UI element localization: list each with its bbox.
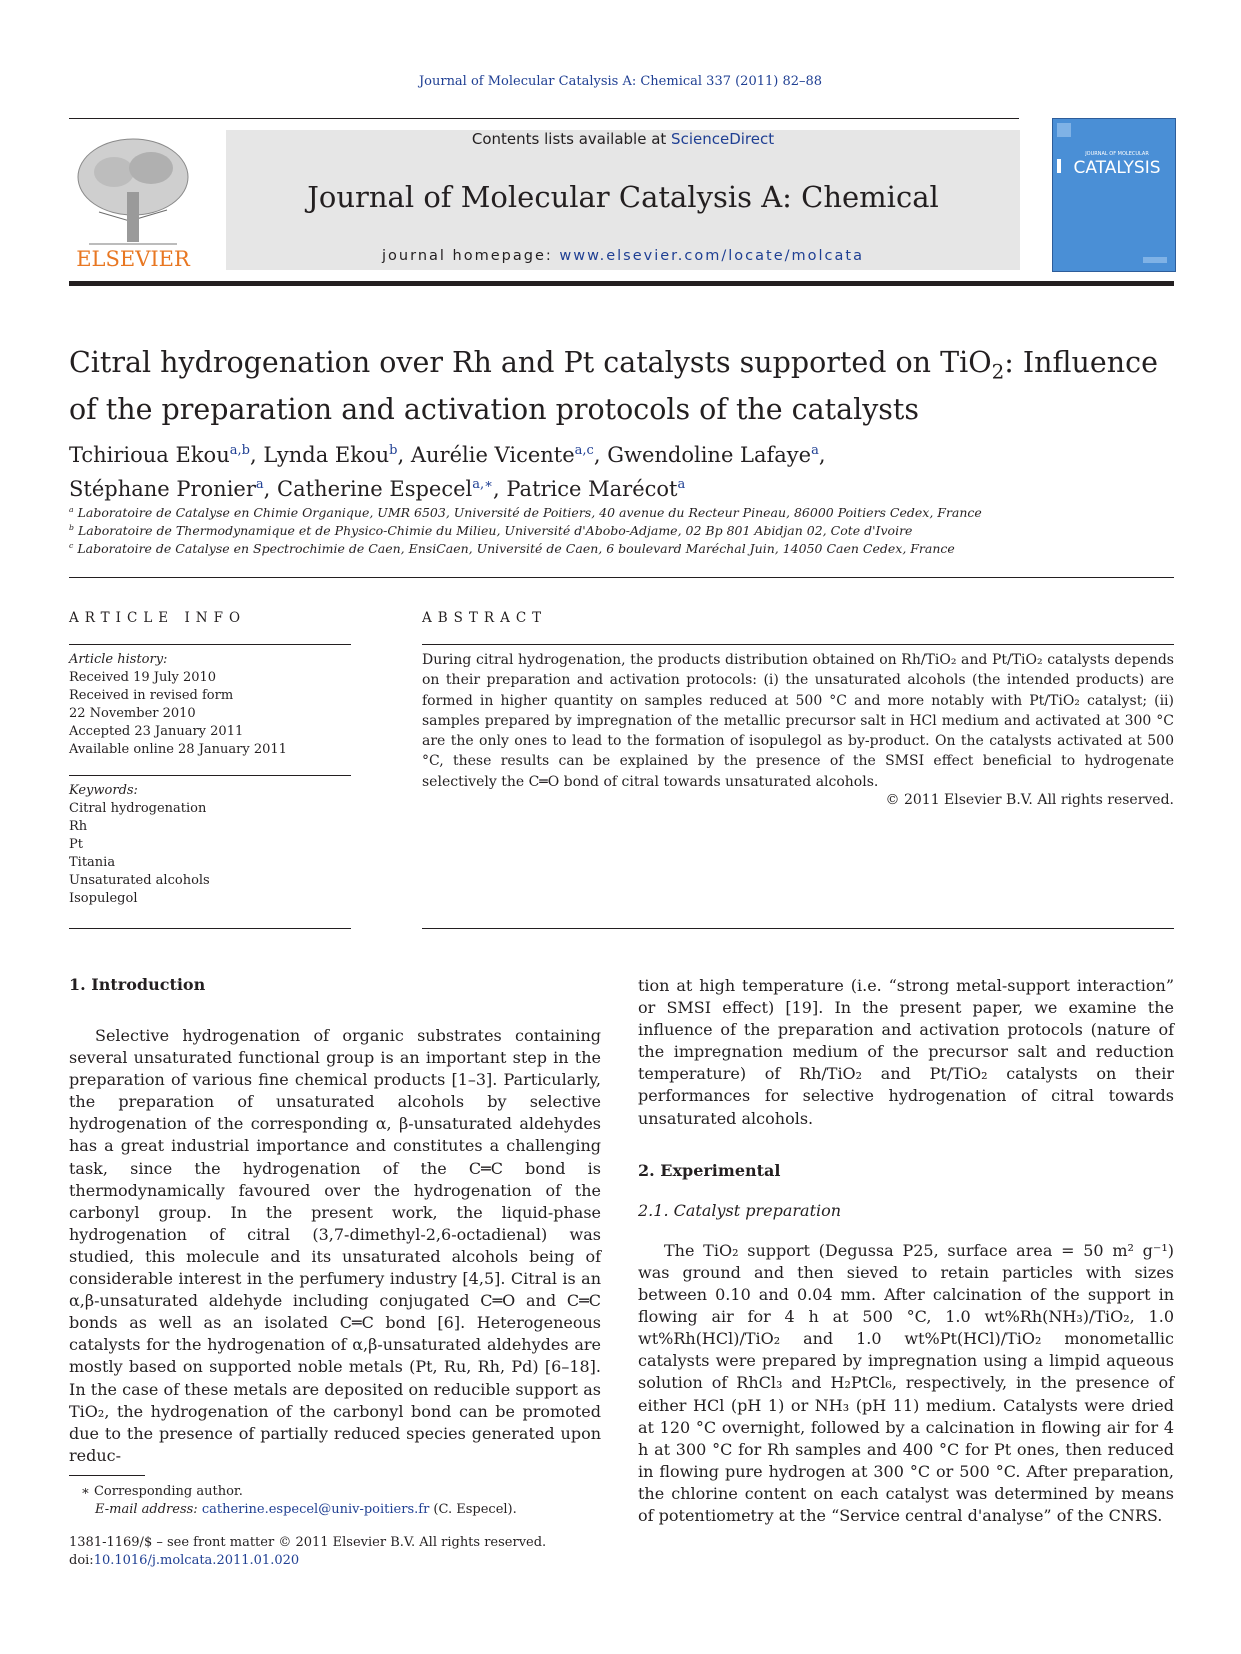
header-thick-rule bbox=[69, 281, 1174, 286]
doi-link[interactable]: 10.1016/j.molcata.2011.01.020 bbox=[93, 1553, 300, 1568]
cover-subtitle: JOURNAL OF MOLECULAR bbox=[1085, 151, 1149, 157]
cover-title: CATALYSIS bbox=[1073, 158, 1161, 178]
footnote-rule bbox=[69, 1475, 145, 1476]
author-name: Gwendoline Lafaye bbox=[607, 443, 812, 467]
homepage-prefix: journal homepage: bbox=[382, 248, 560, 264]
article-info-rule bbox=[69, 644, 351, 645]
history-item: Available online 28 January 2011 bbox=[69, 742, 287, 757]
keyword: Isopulegol bbox=[69, 891, 138, 906]
corresponding-author-footnote bbox=[69, 1483, 609, 1519]
affiliation-mark: a bbox=[69, 505, 74, 514]
title-part2: : Influence of the preparation and activation protocols of the catalysts bbox=[69, 346, 1158, 426]
journal-cover[interactable] bbox=[1052, 118, 1176, 272]
journal-reference[interactable]: Journal of Molecular Catalysis A: Chemical 337 (2011) 82–88 bbox=[418, 74, 823, 89]
header-rule bbox=[69, 118, 1019, 119]
homepage-link[interactable]: www.elsevier.com/locate/molcata bbox=[559, 248, 864, 264]
article-info-rule bbox=[69, 775, 351, 776]
body-column-right bbox=[638, 975, 1174, 1527]
affiliation-text: Laboratoire de Catalyse en Spectrochimie de Caen, EnsiCaen, Université de Caen, 6 boulevard Maréchal Juin, 14050 Caen Cedex, France bbox=[77, 541, 955, 557]
body-column-left bbox=[69, 1025, 601, 1467]
journal-title: Journal of Molecular Catalysis A: Chemical bbox=[307, 180, 939, 214]
subsection-heading-catalyst-preparation: 2.1. Catalyst preparation bbox=[638, 1200, 842, 1220]
title-subscript: 2 bbox=[991, 359, 1005, 384]
elsevier-logo bbox=[69, 132, 197, 272]
section-heading-experimental: 2. Experimental bbox=[638, 1160, 781, 1180]
elsevier-tree-icon bbox=[69, 132, 197, 272]
intro-paragraph: Selective hydrogenation of organic substrates containing several unsaturated functional group is an important step in the preparation of various fine chemical products [1–3]. Particularly, the preparation of unsaturated alcohols by selective hydrogenation of the corresponding α, β-unsaturated aldehydes has a great industrial importance and constitutes a challenging task, since the hydrogenation of the C═C bond is thermodynamically favoured over the hydrogenation of the carbonyl group. In the present work, the liquid-phase hydrogenation of citral (3,7-dimethyl-2,6-octadienal) was studied, this molecule and its unsaturated alcohols being of considerable interest in the perfumery industry [4,5]. Citral is an α,β-unsaturated aldehyde including conjugated C═O and C═C bonds as well as an isolated C═C bond [6]. Heterogeneous catalysts for the hydrogenation of α,β-unsaturated aldehydes are mostly based on supported noble metals (Pt, Ru, Rh, Pd) [6–18]. In the case of these metals are deposited on reducible support as TiO₂, the hydrogenation of the carbonyl bond can be promoted due to the presence of partially reduced species generated upon reduc- bbox=[69, 1026, 601, 1465]
article-history bbox=[69, 651, 349, 759]
author-name: Aurélie Vicente bbox=[410, 443, 575, 467]
affiliation bbox=[69, 523, 1169, 538]
author-list: Tchirioua Ekou$^{a,b}$, Lynda Ekou$^b$, Aurélie Vicente$^{a,c}$, Gwendoline Lafaye$^a$, Stéphane Pronier$^a$, Catherine Especel$^{a,∗}$, Patrice Marécot$^a$ bbox=[69, 443, 826, 501]
section-heading-introduction: 1. Introduction bbox=[69, 975, 206, 994]
homepage-line bbox=[226, 248, 1020, 264]
affiliation-mark: c bbox=[69, 541, 74, 550]
elsevier-wordmark: ELSEVIER bbox=[76, 247, 190, 271]
sciencedirect-link[interactable]: ScienceDirect bbox=[671, 130, 775, 148]
title-part1: Citral hydrogenation over Rh and Pt catalysts supported on TiO bbox=[69, 346, 992, 379]
affiliation-rule bbox=[69, 577, 1174, 578]
abstract-heading: ABSTRACT bbox=[422, 610, 548, 626]
abstract-rule bbox=[422, 928, 1174, 929]
affiliation-text: Laboratoire de Thermodynamique et de Physico-Chimie du Milieu, Université d'Abobo-Adjame, 02 Bp 801 Abidjan 02, Cote d'Ivoire bbox=[77, 523, 913, 539]
journal-cover-image bbox=[1053, 119, 1175, 271]
email-label: E-mail address: bbox=[95, 1502, 202, 1517]
author-affiliation-mark[interactable]: a bbox=[811, 443, 819, 458]
intro-paragraph-continued: tion at high temperature (i.e. “strong metal-support interaction” or SMSI effect) [19]. In the present paper, we examine the influence of the preparation and activation protocols (nature of the impregnation medium of the precursor salt and reduction temperature) of Rh/TiO₂ and Pt/TiO₂ catalysts on their performances for selective hydrogenation of citral towards unsaturated alcohols. bbox=[638, 976, 1174, 1128]
author-affiliation-mark[interactable]: a bbox=[677, 477, 686, 492]
history-item: Accepted 23 January 2011 bbox=[69, 724, 244, 739]
keyword: Unsaturated alcohols bbox=[69, 873, 210, 888]
author-affiliation-mark[interactable]: b bbox=[389, 443, 398, 458]
abstract-text: During citral hydrogenation, the products distribution obtained on Rh/TiO₂ and Pt/TiO₂ catalysts depends on their preparation and activation protocols: (i) the unsaturated alcohols (the intended products) are formed in higher quantity on samples reduced at 500 °C and more notably with Pt/TiO₂ catalyst; (ii) samples prepared by impregnation of the metallic precursor salt in HCl medium and activated at 300 °C are the only ones to lead to the formation of isopulegol as by-product. On the catalysts activated at 500 °C, these results can be explained by the presence of the SMSI effect beneficial to hydrogenate selectively the C═O bond of citral towards unsaturated alcohols. bbox=[422, 652, 1174, 790]
issn-line: 1381-1169/$ – see front matter © 2011 Elsevier B.V. All rights reserved. bbox=[69, 1535, 547, 1550]
author-name: Lynda Ekou bbox=[263, 443, 390, 467]
contents-prefix: Contents lists available at bbox=[471, 130, 672, 148]
article-info-heading: ARTICLE INFO bbox=[69, 610, 247, 626]
abstract-rule bbox=[422, 644, 1174, 645]
keywords bbox=[69, 782, 349, 908]
article-title bbox=[69, 344, 1179, 428]
front-matter bbox=[69, 1534, 669, 1570]
history-item: Received 19 July 2010 bbox=[69, 670, 217, 685]
corresponding-author-note: ∗ Corresponding author. bbox=[81, 1484, 243, 1499]
email-suffix: (C. Especel). bbox=[429, 1502, 517, 1517]
history-item: 22 November 2010 bbox=[69, 706, 196, 721]
abstract-copyright: © 2011 Elsevier B.V. All rights reserved. bbox=[885, 792, 1174, 808]
history-item: Received in revised form bbox=[69, 688, 234, 703]
contents-line bbox=[226, 130, 1020, 148]
affiliation-mark: b bbox=[69, 523, 74, 532]
author-affiliation-mark[interactable]: a,b bbox=[229, 443, 250, 458]
author-affiliation-mark[interactable]: a,c bbox=[574, 443, 594, 458]
keywords-label: Keywords: bbox=[69, 783, 138, 798]
keyword: Pt bbox=[69, 837, 83, 852]
author-name: Stéphane Pronier bbox=[69, 477, 256, 501]
article-info-rule bbox=[69, 928, 351, 929]
history-label: Article history: bbox=[69, 652, 168, 667]
affiliation bbox=[69, 541, 1169, 556]
keyword: Citral hydrogenation bbox=[69, 801, 207, 816]
affiliation-text: Laboratoire de Catalyse en Chimie Organique, UMR 6503, Université de Poitiers, 40 avenue du Recteur Pineau, 86000 Poitiers Cedex, France bbox=[77, 505, 982, 521]
experimental-paragraph: The TiO₂ support (Degussa P25, surface area = 50 m² g⁻¹) was ground and then sieved to retain particles with sizes between 0.10 and 0.04 mm. After calcination of the support in flowing air for 4 h at 500 °C, 1.0 wt%Rh(NH₃)/TiO₂, 1.0 wt%Rh(HCl)/TiO₂ and 1.0 wt%Pt(HCl)/TiO₂ monometallic catalysts were prepared by impregnation using a limpid aqueous solution of RhCl₃ and H₂PtCl₆, respectively, in the presence of either HCl (pH 1) or NH₃ (pH 11) medium. Catalysts were dried at 120 °C overnight, followed by a calcination in flowing air for 4 h at 300 °C for Rh samples and 400 °C for Pt ones, then reduced in flowing pure hydrogen at 300 °C or 500 °C. After preparation, the chlorine content on each catalyst was determined by means of potentiometry at the “Service central d'analyse” of the CNRS. bbox=[638, 1240, 1174, 1525]
keyword: Rh bbox=[69, 819, 88, 834]
author-name: Catherine Especel bbox=[277, 477, 473, 501]
keyword: Titania bbox=[69, 855, 116, 870]
author-affiliation-mark[interactable]: a,∗ bbox=[472, 477, 494, 492]
author-name: Patrice Marécot bbox=[506, 477, 678, 501]
email-link[interactable]: catherine.especel@univ-poitiers.fr bbox=[201, 1502, 430, 1517]
doi-label: doi: bbox=[69, 1553, 94, 1568]
author-affiliation-mark[interactable]: a bbox=[255, 477, 264, 492]
author-name: Tchirioua Ekou bbox=[69, 443, 230, 467]
affiliation bbox=[69, 505, 1169, 520]
